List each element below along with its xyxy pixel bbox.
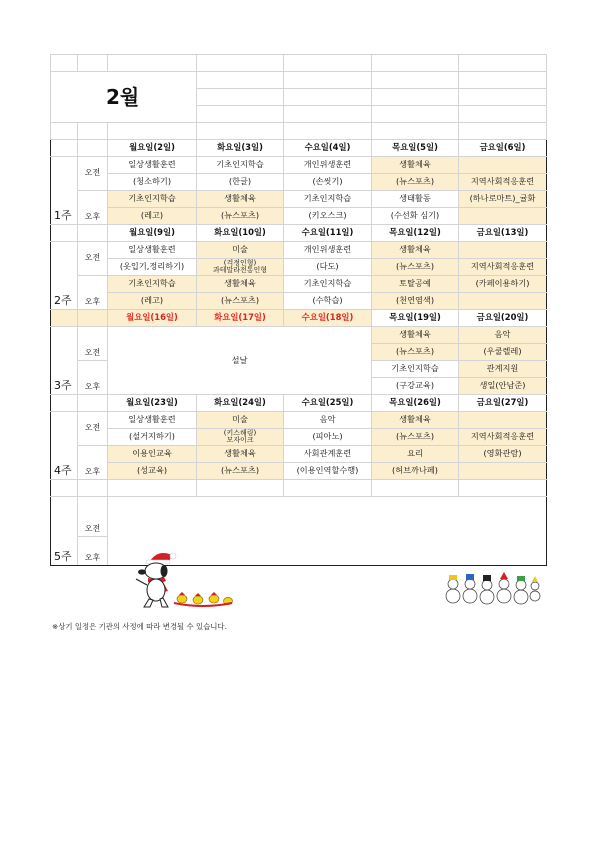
- day-header: 화요일(10일): [197, 225, 284, 242]
- activity-detail: 지역사회적응훈련: [459, 429, 547, 446]
- day-header: 월요일(23일): [108, 395, 197, 412]
- week-label: 4주: [51, 412, 78, 480]
- activity-detail: 지역사회적응훈련: [459, 174, 547, 191]
- activity-detail: (뉴스포츠): [372, 259, 459, 276]
- holiday-cell: 설날: [108, 327, 372, 395]
- pm-label: 오후: [78, 446, 108, 480]
- activity-detail-line: (걱정인형): [223, 258, 257, 267]
- activity-cell: 미술: [197, 412, 284, 429]
- activity-detail: (구강교육): [372, 378, 459, 395]
- am-label: 오전: [78, 242, 108, 276]
- activity-cell: 생활체육: [197, 446, 284, 463]
- activity-detail: 생일(안남준): [459, 378, 547, 395]
- day-header-holiday: 월요일(16일): [108, 310, 197, 327]
- activity-cell: 생활체육: [197, 276, 284, 293]
- activity-detail: (키오스크): [284, 208, 372, 225]
- activity-cell: [459, 157, 547, 174]
- day-header: 금요일(20일): [459, 310, 547, 327]
- activity-detail: (청소하기): [108, 174, 197, 191]
- snowmen-art: [443, 566, 541, 608]
- activity-cell: 생활체육: [197, 191, 284, 208]
- day-header: 화요일(3일): [197, 140, 284, 157]
- activity-cell: 기초인지학습: [108, 191, 197, 208]
- activity-cell: 기초인지학습: [108, 276, 197, 293]
- activity-detail: (레고): [108, 208, 197, 225]
- activity-cell: 기초인지학습: [284, 276, 372, 293]
- activity-detail: (한글): [197, 174, 284, 191]
- activity-cell: 생활체육: [372, 242, 459, 259]
- activity-detail: (옷입기,정리하기): [108, 259, 197, 276]
- day-header: 수요일(11일): [284, 225, 372, 242]
- activity-detail: (우쿨렐레): [459, 344, 547, 361]
- activity-detail: (다도): [284, 259, 372, 276]
- am-label: 오전: [78, 497, 108, 537]
- schedule-sheet: [50, 54, 546, 566]
- snoopy-santa-art: [128, 547, 236, 615]
- activity-detail: (성교육): [108, 463, 197, 480]
- footnote: ※상기 일정은 기관의 사정에 따라 변경될 수 있습니다.: [52, 622, 227, 631]
- day-header: 금요일(13일): [459, 225, 547, 242]
- activity-detail: (수선화 심기): [372, 208, 459, 225]
- activity-cell: 음악: [459, 327, 547, 344]
- day-header: 금요일(6일): [459, 140, 547, 157]
- activity-detail: (수학습): [284, 293, 372, 310]
- activity-cell: 관계지원: [459, 361, 547, 378]
- activity-cell: 개인위생훈련: [284, 157, 372, 174]
- activity-detail: (천연염색): [372, 293, 459, 310]
- day-header: 수요일(25일): [284, 395, 372, 412]
- month-title: 2월: [51, 72, 197, 123]
- day-header: 금요일(27일): [459, 395, 547, 412]
- day-header: 월요일(2일): [108, 140, 197, 157]
- activity-detail: (손씻기): [284, 174, 372, 191]
- pm-label: 오후: [78, 191, 108, 225]
- am-label: 오전: [78, 412, 108, 446]
- activity-detail: (레고): [108, 293, 197, 310]
- day-header: 목요일(5일): [372, 140, 459, 157]
- activity-detail: [197, 429, 284, 446]
- activity-cell: (카페이용하기): [459, 276, 547, 293]
- day-header: 수요일(4일): [284, 140, 372, 157]
- week-label: 5주: [51, 497, 78, 566]
- day-header-holiday: 화요일(17일): [197, 310, 284, 327]
- activity-cell: [459, 412, 547, 429]
- activity-detail: [197, 259, 284, 276]
- activity-detail: (뉴스포츠): [372, 174, 459, 191]
- day-header: 목요일(26일): [372, 395, 459, 412]
- activity-cell: 미술: [197, 242, 284, 259]
- activity-cell: [459, 242, 547, 259]
- am-label: 오전: [78, 327, 108, 361]
- week-label: 1주: [51, 157, 78, 225]
- activity-detail: (허브까나페): [372, 463, 459, 480]
- activity-detail: [459, 463, 547, 480]
- pm-label: 오후: [78, 276, 108, 310]
- activity-detail: [459, 293, 547, 310]
- activity-detail: (이용인역할수행): [284, 463, 372, 480]
- activity-cell: 사회관계훈련: [284, 446, 372, 463]
- activity-detail: (뉴스포츠): [197, 293, 284, 310]
- activity-detail: (뉴스포츠): [372, 344, 459, 361]
- activity-cell: 이용인교육: [108, 446, 197, 463]
- activity-cell: 생활체육: [372, 327, 459, 344]
- day-header: 화요일(24일): [197, 395, 284, 412]
- activity-detail: 지역사회적응훈련: [459, 259, 547, 276]
- activity-cell: 음악: [284, 412, 372, 429]
- activity-cell: 생활체육: [372, 412, 459, 429]
- day-header: 월요일(9일): [108, 225, 197, 242]
- activity-cell: (하나로마트)_귤화: [459, 191, 547, 208]
- activity-cell: 일상생활훈련: [108, 157, 197, 174]
- activity-cell: 개인위생훈련: [284, 242, 372, 259]
- am-label: 오전: [78, 157, 108, 191]
- activity-cell: 일상생활훈련: [108, 412, 197, 429]
- activity-detail: [459, 208, 547, 225]
- activity-cell: 토탈공예: [372, 276, 459, 293]
- week-label: 2주: [51, 242, 78, 310]
- day-header: 목요일(19일): [372, 310, 459, 327]
- activity-cell: 기초인지학습: [372, 361, 459, 378]
- pm-label: 오후: [78, 537, 108, 566]
- activity-cell: 요리: [372, 446, 459, 463]
- activity-cell: 기초인지학습: [284, 191, 372, 208]
- activity-detail-line: (키스해링): [223, 428, 257, 437]
- pm-label: 오후: [78, 361, 108, 395]
- activity-cell: (영화관람): [459, 446, 547, 463]
- schedule-table: [50, 54, 547, 566]
- activity-cell: 기초인지학습: [197, 157, 284, 174]
- day-header-holiday: 수요일(18일): [284, 310, 372, 327]
- week-label: 3주: [51, 327, 78, 395]
- activity-cell: 일상생활훈련: [108, 242, 197, 259]
- activity-cell: 생활체육: [372, 157, 459, 174]
- activity-detail: (뉴스포츠): [197, 208, 284, 225]
- activity-detail: (피아노): [284, 429, 372, 446]
- activity-cell: 생태활동: [372, 191, 459, 208]
- day-header: 목요일(12일): [372, 225, 459, 242]
- activity-detail: (설거지하기): [108, 429, 197, 446]
- activity-detail-line: 모자이크: [226, 436, 254, 444]
- activity-detail: (뉴스포츠): [372, 429, 459, 446]
- activity-detail-line: 과테말라전통인형: [212, 266, 268, 274]
- activity-detail: (뉴스포츠): [197, 463, 284, 480]
